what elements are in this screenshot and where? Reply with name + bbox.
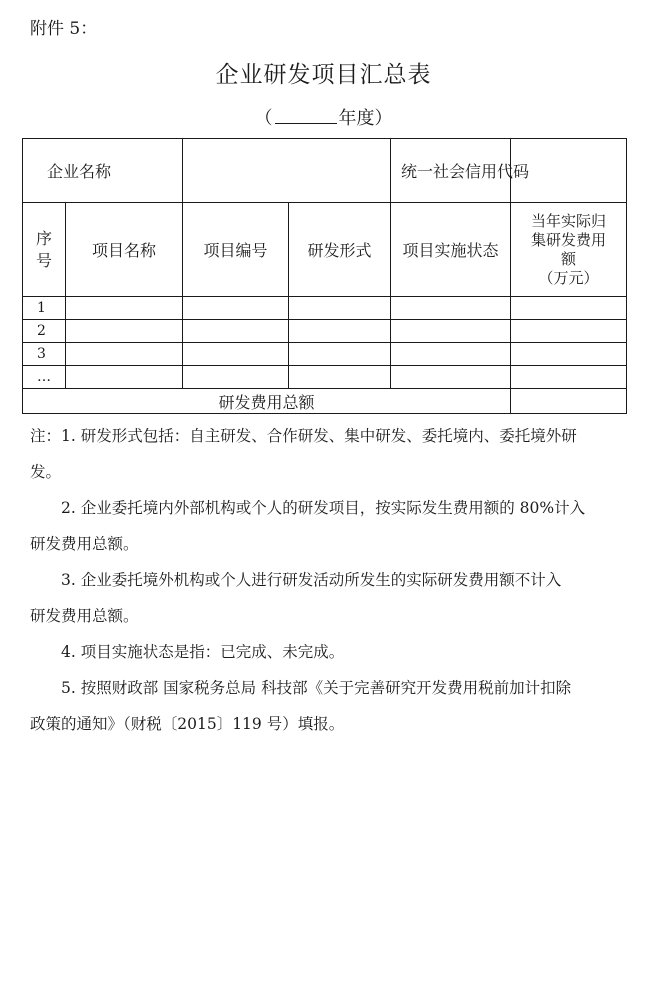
- seq-header: [23, 203, 66, 297]
- amount-header-line4: （万元）: [538, 268, 599, 287]
- rd-form-header: 研发形式: [289, 203, 391, 297]
- rd-form-cell[interactable]: [289, 297, 391, 320]
- attachment-label: 附件 5：: [30, 19, 98, 39]
- project-name-cell[interactable]: [66, 320, 183, 343]
- note-5-line1: 5. 按照财政部 国家税务总局 科技部《关于完善研究开发费用税前加计扣除: [61, 679, 572, 697]
- project-name-cell[interactable]: [66, 343, 183, 366]
- company-name-value-cell[interactable]: [183, 139, 391, 203]
- page-title: 企业研发项目汇总表: [215, 62, 432, 88]
- amount-cell[interactable]: [511, 320, 627, 343]
- amount-header-line3: 额: [561, 249, 577, 268]
- total-row: [23, 389, 627, 414]
- note-1-line2: 发。: [30, 463, 62, 481]
- notes-section: [30, 418, 630, 742]
- status-cell[interactable]: [391, 320, 511, 343]
- amount-cell[interactable]: [511, 297, 627, 320]
- amount-cell[interactable]: [511, 343, 627, 366]
- table-row: [23, 297, 627, 320]
- company-name-label: 企业名称: [23, 139, 183, 203]
- status-header: 项目实施状态: [391, 203, 511, 297]
- row-number: …: [23, 366, 66, 389]
- seq-header-line2: 号: [35, 250, 52, 270]
- note-3-line1: 3. 企业委托境外机构或个人进行研发活动所发生的实际研发费用额不计入: [61, 571, 562, 589]
- status-cell[interactable]: [391, 343, 511, 366]
- project-number-cell[interactable]: [183, 366, 289, 389]
- project-name-cell[interactable]: [66, 366, 183, 389]
- amount-cell[interactable]: [511, 366, 627, 389]
- project-number-header: 项目编号: [183, 203, 289, 297]
- credit-code-label: 统一社会信用代码: [391, 139, 511, 203]
- rd-form-cell[interactable]: [289, 366, 391, 389]
- company-info-row: [23, 139, 627, 203]
- note-5-line2: 政策的通知》（财税〔2015〕119 号）填报。: [30, 715, 345, 733]
- amount-header-line1: 当年实际归: [531, 211, 607, 230]
- total-amount-cell[interactable]: [511, 389, 627, 414]
- year-blank-field[interactable]: [275, 109, 337, 124]
- seq-header-line1: 序: [35, 228, 52, 248]
- header-row: [23, 203, 627, 297]
- project-number-cell[interactable]: [183, 320, 289, 343]
- rd-form-cell[interactable]: [289, 343, 391, 366]
- status-cell[interactable]: [391, 297, 511, 320]
- project-name-cell[interactable]: [66, 297, 183, 320]
- row-number: 3: [23, 343, 66, 366]
- table-row: [23, 366, 627, 389]
- project-number-cell[interactable]: [183, 343, 289, 366]
- project-number-cell[interactable]: [183, 297, 289, 320]
- project-name-header: 项目名称: [66, 203, 183, 297]
- rd-summary-table: [22, 138, 627, 414]
- amount-header: [511, 203, 627, 297]
- year-suffix: 年度）: [338, 108, 393, 129]
- rd-form-cell[interactable]: [289, 320, 391, 343]
- table-row: [23, 320, 627, 343]
- note-3-line2: 研发费用总额。: [30, 607, 139, 625]
- note-2-line2: 研发费用总额。: [30, 535, 139, 553]
- year-line: [0, 104, 647, 130]
- note-2-line1: 2. 企业委托境内外部机构或个人的研发项目，按实际发生费用额的 80%计入: [61, 499, 586, 517]
- note-1-line1: 注：1. 研发形式包括：自主研发、合作研发、集中研发、委托境内、委托境外研: [30, 427, 577, 445]
- status-cell[interactable]: [391, 366, 511, 389]
- table-row: [23, 343, 627, 366]
- row-number: 1: [23, 297, 66, 320]
- row-number: 2: [23, 320, 66, 343]
- note-4-line1: 4. 项目实施状态是指：已完成、未完成。: [61, 643, 345, 661]
- year-open-paren: （: [254, 108, 273, 129]
- total-label: 研发费用总额: [23, 389, 511, 414]
- amount-header-line2: 集研发费用: [531, 230, 607, 249]
